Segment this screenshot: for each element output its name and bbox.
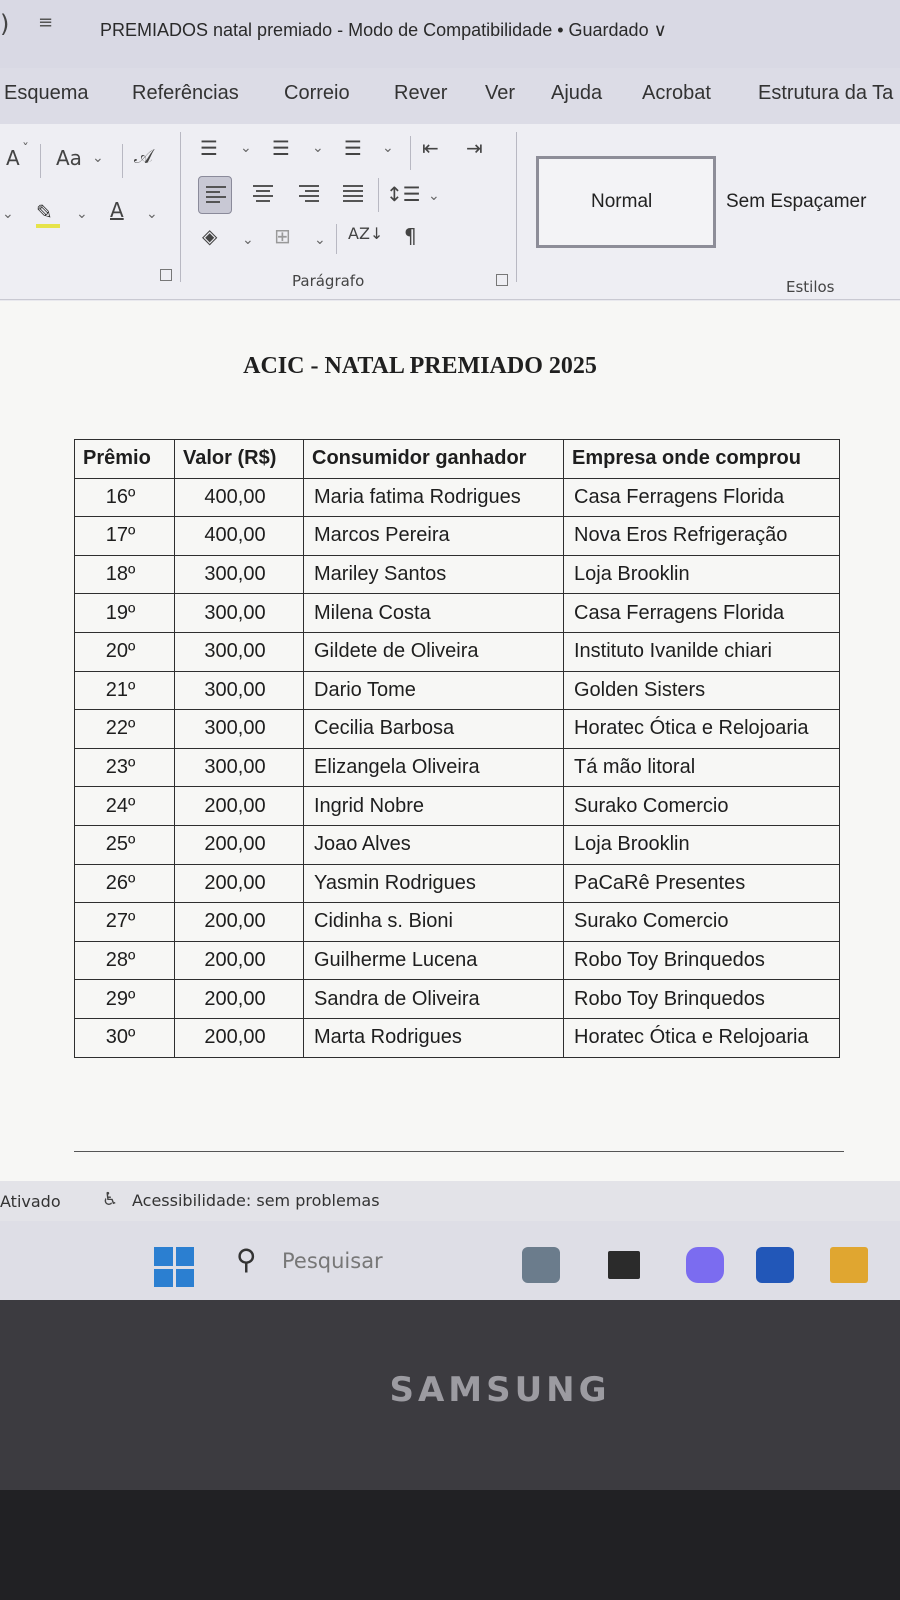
- separator: [336, 224, 337, 254]
- winner-name-cell: Guilherme Lucena: [304, 941, 564, 980]
- separator: [378, 178, 379, 212]
- prize-position-cell: 29º: [75, 980, 175, 1019]
- prize-value-cell: 300,00: [175, 748, 304, 787]
- ribbon: [0, 124, 900, 300]
- bullets-icon[interactable]: ☰: [200, 136, 218, 160]
- table-row: [75, 632, 840, 671]
- change-case-button[interactable]: Aa: [56, 146, 82, 170]
- laptop-hinge: [0, 1490, 900, 1600]
- prize-position-cell: 28º: [75, 941, 175, 980]
- table-row: [75, 478, 840, 517]
- winner-name-cell: Dario Tome: [304, 671, 564, 710]
- column-header: Consumidor ganhador: [304, 440, 564, 479]
- chevron-down-icon: ⌄: [2, 206, 14, 222]
- task-view-icon[interactable]: [608, 1251, 640, 1279]
- store-icon[interactable]: [756, 1247, 794, 1283]
- prize-value-cell: 200,00: [175, 825, 304, 864]
- prize-value-cell: 200,00: [175, 980, 304, 1019]
- prize-value-cell: 300,00: [175, 632, 304, 671]
- brand-logo: SAMSUNG: [389, 1370, 611, 1410]
- shading-icon[interactable]: ◈: [202, 224, 218, 248]
- font-color-button[interactable]: A: [110, 198, 124, 222]
- prize-position-cell: 25º: [75, 825, 175, 864]
- winner-name-cell: Joao Alves: [304, 825, 564, 864]
- borders-icon[interactable]: ⊞: [274, 224, 291, 248]
- tab-ver[interactable]: Ver: [485, 82, 516, 104]
- chevron-down-icon: ⌄: [240, 140, 252, 156]
- prize-position-cell: 20º: [75, 632, 175, 671]
- winner-name-cell: Mariley Santos: [304, 555, 564, 594]
- paragraph-group-label: Parágrafo: [292, 272, 365, 290]
- document-heading: ACIC - NATAL PREMIADO 2025: [243, 353, 597, 379]
- winner-name-cell: Yasmin Rodrigues: [304, 864, 564, 903]
- chevron-down-icon: ⌄: [382, 140, 394, 156]
- store-name-cell: Instituto Ivanilde chiari: [564, 632, 840, 671]
- table-row: [75, 941, 840, 980]
- multilevel-list-icon[interactable]: ☰: [344, 136, 362, 160]
- prize-value-cell: 200,00: [175, 787, 304, 826]
- tab-esquema[interactable]: Esquema: [4, 82, 89, 104]
- highlighter-icon[interactable]: ✎: [36, 200, 53, 224]
- table-row: [75, 825, 840, 864]
- prize-value-cell: 200,00: [175, 941, 304, 980]
- chevron-down-icon: ⌄: [92, 150, 104, 166]
- store-name-cell: Casa Ferragens Florida: [564, 594, 840, 633]
- prize-value-cell: 400,00: [175, 517, 304, 556]
- winner-name-cell: Milena Costa: [304, 594, 564, 633]
- windows-start-icon[interactable]: [154, 1247, 194, 1287]
- prize-position-cell: 19º: [75, 594, 175, 633]
- title-bar: [0, 0, 900, 68]
- prize-position-cell: 21º: [75, 671, 175, 710]
- store-name-cell: Robo Toy Brinquedos: [564, 980, 840, 1019]
- copilot-icon[interactable]: [686, 1247, 724, 1283]
- separator: [40, 144, 41, 178]
- prize-position-cell: 26º: [75, 864, 175, 903]
- store-name-cell: Loja Brooklin: [564, 825, 840, 864]
- separator: [122, 144, 123, 178]
- column-header: Valor (R$): [175, 440, 304, 479]
- table-row: [75, 671, 840, 710]
- table-row: [75, 787, 840, 826]
- table-row: [75, 864, 840, 903]
- winner-name-cell: Cecilia Barbosa: [304, 710, 564, 749]
- store-name-cell: Nova Eros Refrigeração: [564, 517, 840, 556]
- prize-value-cell: 300,00: [175, 594, 304, 633]
- styles-group-label: Estilos: [786, 278, 835, 296]
- table-row: [75, 555, 840, 594]
- chevron-down-icon: ⌄: [428, 188, 440, 204]
- ribbon-tabs: [0, 68, 900, 124]
- align-center-icon: [253, 185, 273, 205]
- winner-name-cell: Marcos Pereira: [304, 517, 564, 556]
- search-icon[interactable]: ⚲: [236, 1243, 257, 1276]
- prize-value-cell: 200,00: [175, 1018, 304, 1057]
- table-row: [75, 1018, 840, 1057]
- table-row: [75, 903, 840, 942]
- prize-value-cell: 400,00: [175, 478, 304, 517]
- winner-name-cell: Elizangela Oliveira: [304, 748, 564, 787]
- decrease-indent-icon[interactable]: ⇤: [422, 136, 439, 160]
- prize-position-cell: 30º: [75, 1018, 175, 1057]
- prize-position-cell: 24º: [75, 787, 175, 826]
- accessibility-icon[interactable]: ♿: [102, 1189, 119, 1210]
- quick-access-icon[interactable]: ≡: [38, 12, 54, 33]
- table-row: [75, 594, 840, 633]
- caret-up-icon: ˇ: [22, 142, 29, 158]
- column-header: Empresa onde comprou: [564, 440, 840, 479]
- grow-font-button[interactable]: A: [6, 146, 20, 170]
- taskbar: [0, 1221, 900, 1300]
- align-right-button[interactable]: [292, 176, 326, 214]
- winner-name-cell: Ingrid Nobre: [304, 787, 564, 826]
- taskbar-search-input[interactable]: Pesquisar: [282, 1249, 383, 1273]
- show-formatting-marks-icon[interactable]: ¶: [404, 224, 417, 248]
- align-center-button[interactable]: [246, 176, 280, 214]
- store-name-cell: Robo Toy Brinquedos: [564, 941, 840, 980]
- store-name-cell: Surako Comercio: [564, 903, 840, 942]
- table-row: [75, 980, 840, 1019]
- style-normal-label: Normal: [591, 191, 653, 212]
- store-name-cell: Golden Sisters: [564, 671, 840, 710]
- align-left-button[interactable]: [198, 176, 232, 214]
- style-no-spacing-label: Sem Espaçamer: [726, 191, 867, 212]
- prize-position-cell: 18º: [75, 555, 175, 594]
- table-row: [75, 517, 840, 556]
- prize-position-cell: 23º: [75, 748, 175, 787]
- paragraph-dialog-launcher-icon[interactable]: [496, 274, 508, 286]
- prize-table-body: [75, 478, 840, 1057]
- line-spacing-icon[interactable]: ↕☰: [386, 182, 421, 206]
- winner-name-cell: Maria fatima Rodrigues: [304, 478, 564, 517]
- prize-value-cell: 300,00: [175, 555, 304, 594]
- table-row: [75, 710, 840, 749]
- tab-acrobat[interactable]: Acrobat: [642, 82, 711, 104]
- document-page[interactable]: [0, 301, 900, 1181]
- align-right-icon: [299, 185, 319, 205]
- justify-icon: [343, 185, 363, 205]
- table-row: [75, 748, 840, 787]
- numbering-icon[interactable]: ☰: [272, 136, 290, 160]
- tab-ajuda[interactable]: Ajuda: [551, 82, 603, 104]
- winner-name-cell: Cidinha s. Bioni: [304, 903, 564, 942]
- prize-table: [74, 439, 840, 1058]
- winner-name-cell: Marta Rodrigues: [304, 1018, 564, 1057]
- chevron-down-icon: ⌄: [312, 140, 324, 156]
- sort-icon[interactable]: AZ↓: [348, 224, 384, 243]
- status-bar: [0, 1181, 900, 1221]
- highlight-color-swatch: [36, 224, 60, 228]
- accessibility-status[interactable]: Acessibilidade: sem problemas: [132, 1191, 380, 1210]
- window-control-icon[interactable]: ): [0, 10, 10, 38]
- document-title[interactable]: PREMIADOS natal premiado - Modo de Compatibilidade • Guardado ∨: [100, 20, 667, 40]
- footer-line: [74, 1151, 844, 1152]
- camera-app-icon[interactable]: [522, 1247, 560, 1283]
- prize-value-cell: 300,00: [175, 671, 304, 710]
- justify-button[interactable]: [336, 176, 370, 214]
- separator: [180, 132, 181, 282]
- store-name-cell: Horatec Ótica e Relojoaria: [564, 710, 840, 749]
- prize-position-cell: 16º: [75, 478, 175, 517]
- store-name-cell: Casa Ferragens Florida: [564, 478, 840, 517]
- chevron-down-icon: ⌄: [242, 232, 254, 248]
- prize-position-cell: 17º: [75, 517, 175, 556]
- clear-formatting-icon[interactable]: 𝒜: [134, 144, 153, 168]
- winner-name-cell: Gildete de Oliveira: [304, 632, 564, 671]
- chevron-down-icon: ⌄: [314, 232, 326, 248]
- chevron-down-icon: ⌄: [146, 206, 158, 222]
- prize-value-cell: 200,00: [175, 903, 304, 942]
- prize-position-cell: 27º: [75, 903, 175, 942]
- store-name-cell: Tá mão litoral: [564, 748, 840, 787]
- store-name-cell: Loja Brooklin: [564, 555, 840, 594]
- tab-correio[interactable]: Correio: [284, 82, 350, 104]
- font-dialog-launcher-icon[interactable]: [160, 269, 172, 281]
- winner-name-cell: Sandra de Oliveira: [304, 980, 564, 1019]
- tab-estrutura[interactable]: Estrutura da Ta: [758, 82, 894, 104]
- table-header-row: [75, 440, 840, 479]
- prize-position-cell: 22º: [75, 710, 175, 749]
- separator: [410, 136, 411, 170]
- store-name-cell: Horatec Ótica e Relojoaria: [564, 1018, 840, 1057]
- status-activated: Ativado: [0, 1192, 61, 1211]
- tab-referencias[interactable]: Referências: [132, 82, 239, 104]
- prize-value-cell: 200,00: [175, 864, 304, 903]
- store-name-cell: Surako Comercio: [564, 787, 840, 826]
- style-normal[interactable]: [536, 156, 716, 248]
- style-no-spacing[interactable]: [716, 156, 900, 248]
- chevron-down-icon: ⌄: [76, 206, 88, 222]
- separator: [516, 132, 517, 282]
- file-explorer-icon[interactable]: [830, 1247, 868, 1283]
- store-name-cell: PaCaRê Presentes: [564, 864, 840, 903]
- tab-rever[interactable]: Rever: [394, 82, 448, 104]
- column-header: Prêmio: [75, 440, 175, 479]
- align-left-icon: [206, 186, 226, 206]
- prize-value-cell: 300,00: [175, 710, 304, 749]
- increase-indent-icon[interactable]: ⇥: [466, 136, 483, 160]
